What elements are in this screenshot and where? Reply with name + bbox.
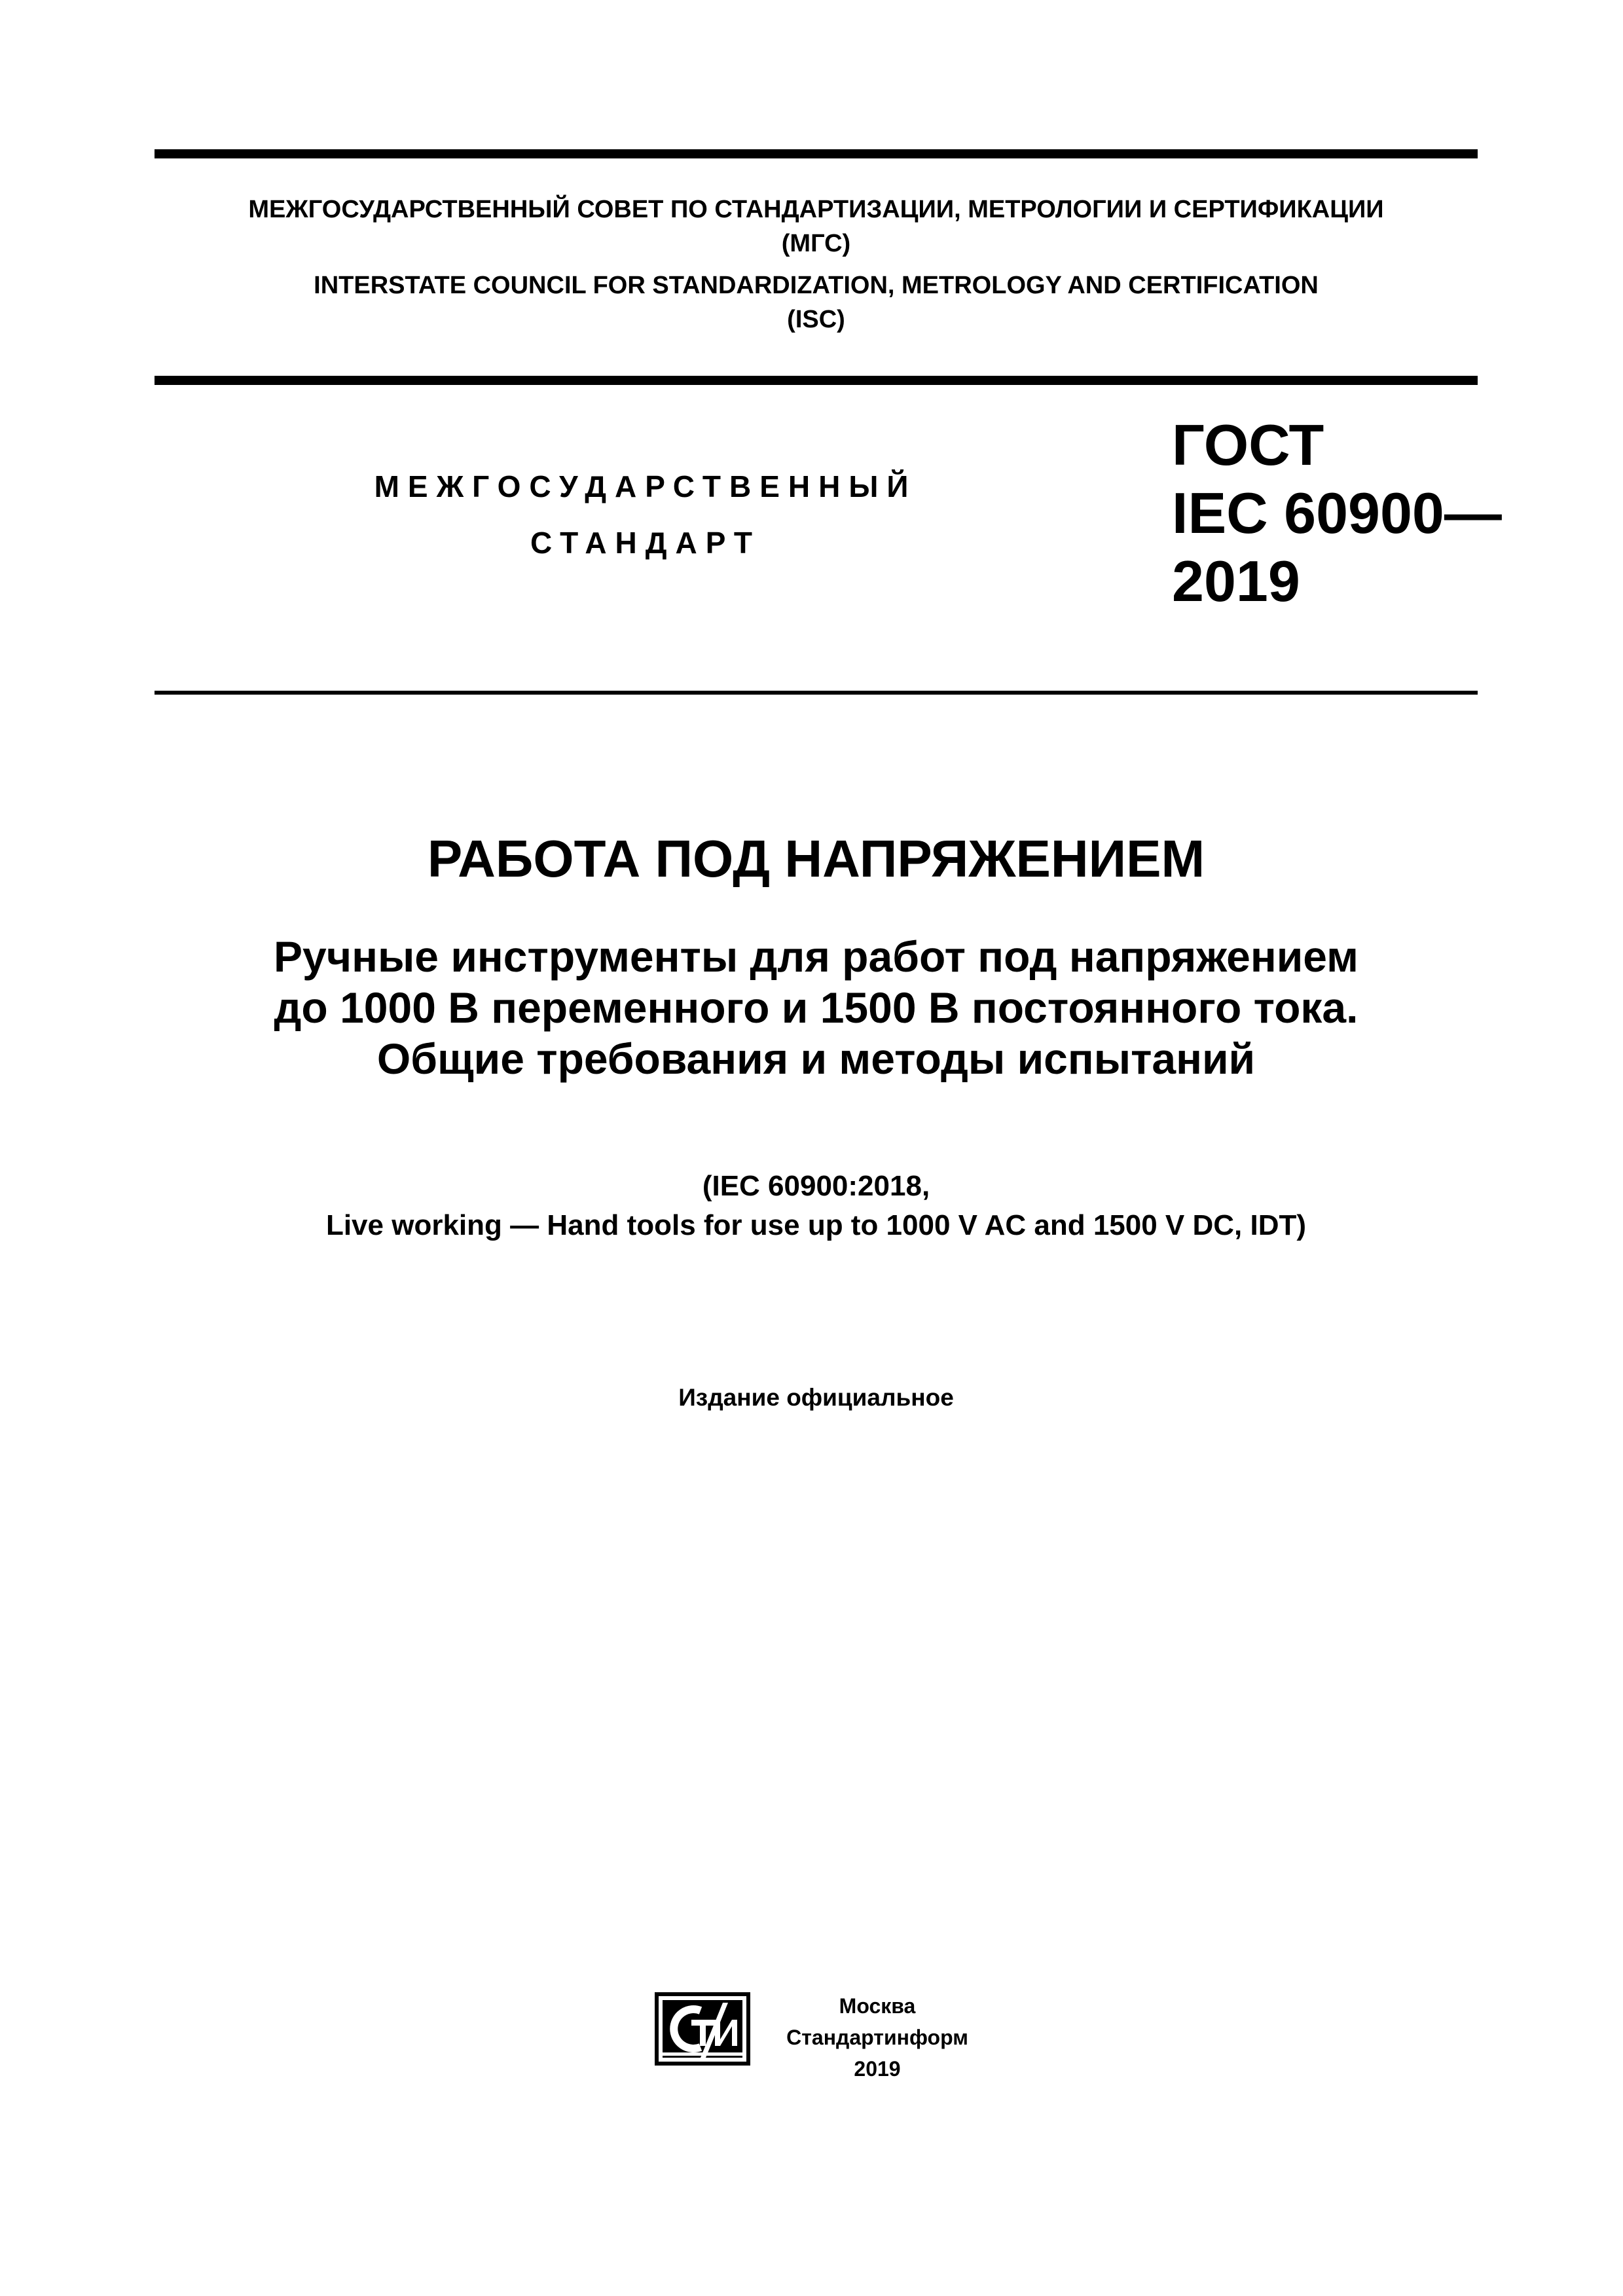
council-bottom-rule (155, 376, 1478, 385)
publisher-city: Москва (839, 1994, 916, 2018)
standartinform-logo-icon (655, 1992, 750, 2066)
top-rule (155, 149, 1478, 158)
header-bottom-rule (155, 691, 1478, 695)
iec-reference-line1: (IEC 60900:2018, (702, 1170, 930, 1202)
iec-reference-line2: Live working — Hand tools for use up to 1000 V AC and 1500 V DC, IDT) (325, 1209, 1307, 1241)
gost-designation (1172, 411, 1502, 615)
document-subtitle (155, 931, 1478, 1084)
council-abbr-en: (ISC) (787, 306, 845, 333)
council-name-ru: МЕЖГОСУДАРСТВЕННЫЙ СОВЕТ ПО СТАНДАРТИЗАЦИИ, МЕТРОЛОГИИ И СЕРТИФИКАЦИИ (248, 196, 1384, 223)
gost-label: ГОСТ (1172, 412, 1324, 477)
standard-kind-line2: СТАНДАРТ (530, 526, 761, 560)
council-abbr-ru: (МГС) (781, 230, 851, 257)
subtitle-line2: до 1000 В переменного и 1500 В постоянного тока. (274, 983, 1359, 1032)
gost-number: IEC 60900— (1172, 481, 1502, 545)
publisher-info (766, 1990, 989, 2085)
edition-note: Издание официальное (678, 1384, 954, 1411)
document-title: РАБОТА ПОД НАПРЯЖЕНИЕМ (427, 829, 1205, 888)
standard-kind-line1: МЕЖГОСУДАРСТВЕННЫЙ (374, 469, 917, 503)
subtitle-line3: Общие требования и методы испытаний (376, 1034, 1256, 1083)
publisher-name: Стандартинформ (786, 2026, 968, 2049)
iec-reference (155, 1167, 1478, 1245)
council-name-en: INTERSTATE COUNCIL FOR STANDARDIZATION, METROLOGY AND CERTIFICATION (314, 272, 1319, 299)
publisher-year: 2019 (854, 2057, 901, 2081)
subtitle-line1: Ручные инструменты для работ под напряжением (274, 932, 1359, 981)
council-header (155, 192, 1478, 337)
gost-year: 2019 (1172, 549, 1300, 613)
standard-kind (155, 458, 1137, 571)
